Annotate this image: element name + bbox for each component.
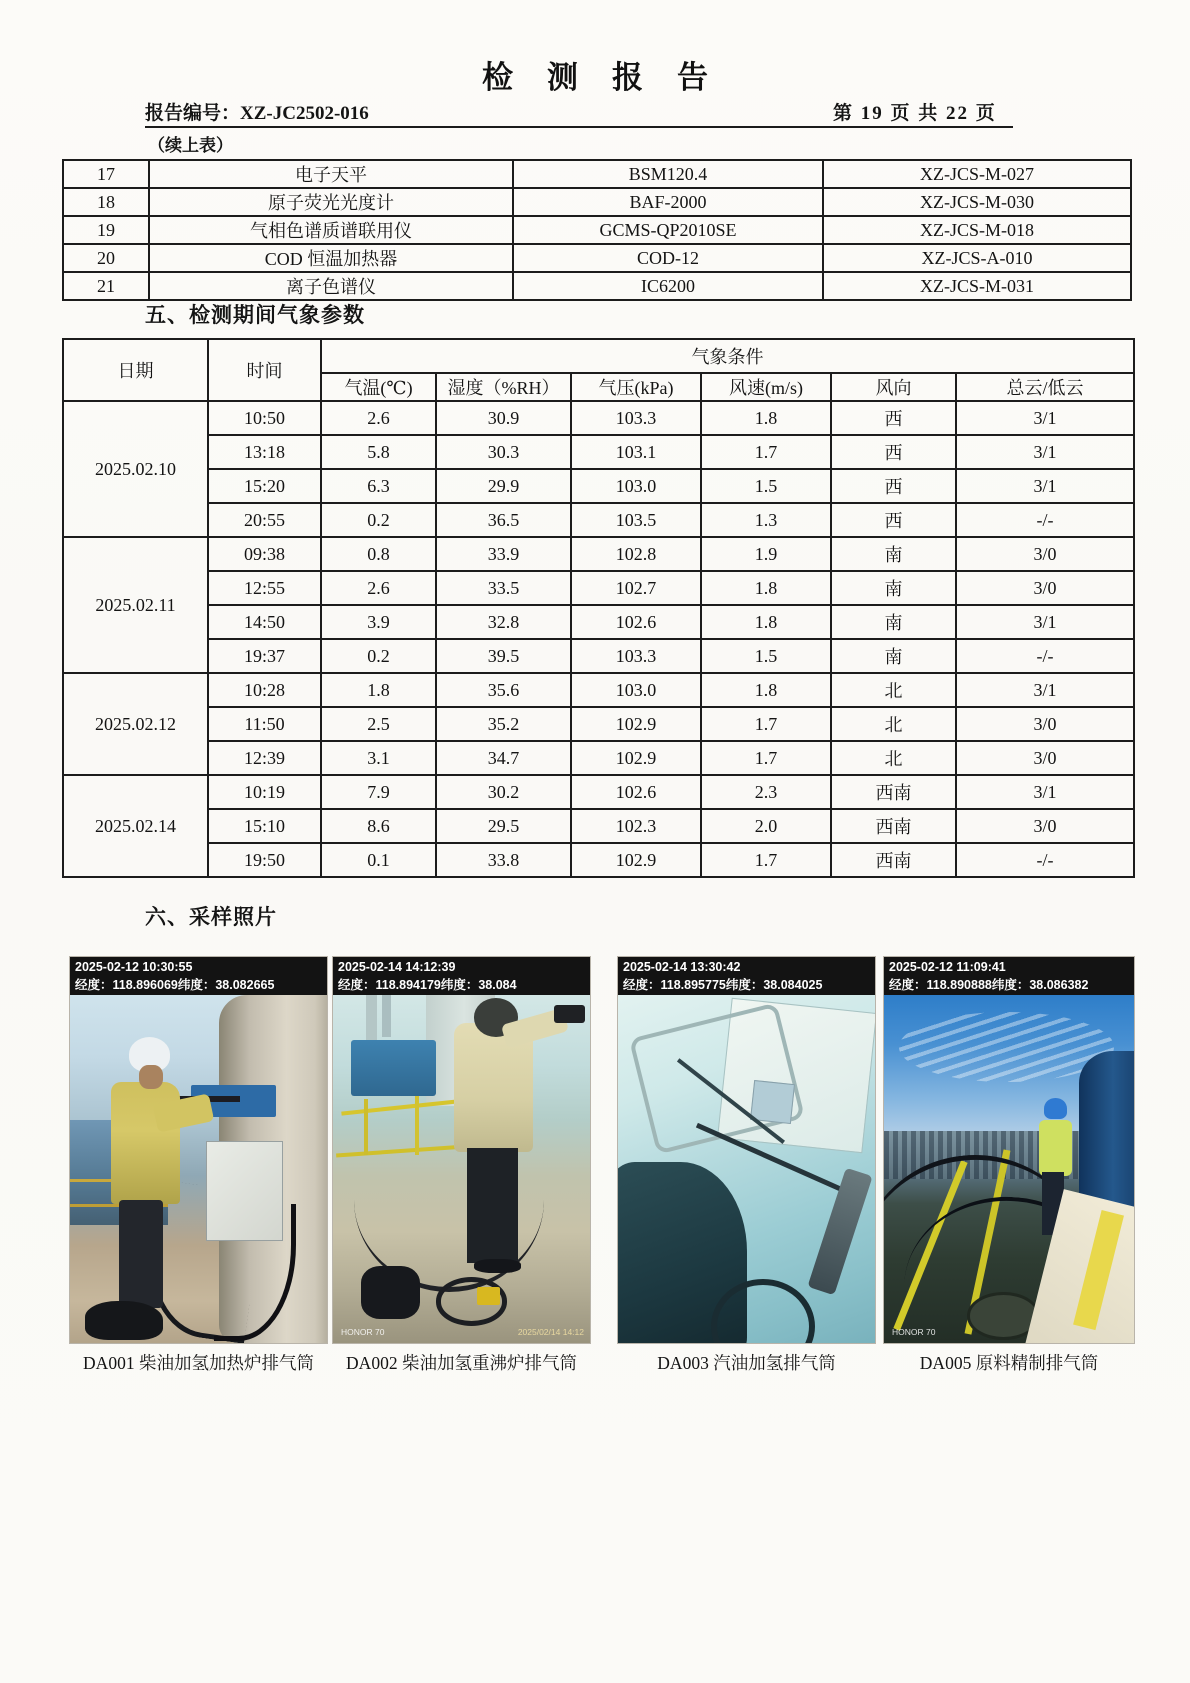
weather-cell: 11:50: [208, 707, 321, 741]
weather-cell: 南: [831, 605, 956, 639]
worker-jacket: [111, 1082, 180, 1204]
weather-cell: 20:55: [208, 503, 321, 537]
weather-row: [63, 435, 1134, 469]
worker-face: [139, 1065, 162, 1089]
weather-cell: 10:50: [208, 401, 321, 435]
report-number: 报告编号：XZ-JC2502-016: [145, 103, 369, 124]
equipment-cell: 离子色谱仪: [149, 272, 513, 300]
equipment-cell: XZ-JCS-M-018: [823, 216, 1131, 244]
weather-group-header: 气象条件: [321, 339, 1134, 373]
weather-cell: 0.8: [321, 537, 436, 571]
weather-cell: 29.5: [436, 809, 571, 843]
equipment-row: [63, 216, 1131, 244]
weather-cell: 1.7: [701, 843, 831, 877]
weather-cell: 09:38: [208, 537, 321, 571]
worker-pants: [467, 1148, 518, 1263]
sampling-probe: [808, 1168, 874, 1296]
equipment-bag: [361, 1266, 420, 1318]
weather-row: [63, 809, 1134, 843]
equipment-cell: 20: [63, 244, 149, 272]
weather-cell: 32.8: [436, 605, 571, 639]
weather-row: [63, 741, 1134, 775]
equipment-cell: BAF-2000: [513, 188, 823, 216]
weather-cell: 3.1: [321, 741, 436, 775]
weather-cell: -/-: [956, 503, 1134, 537]
equipment-cell: IC6200: [513, 272, 823, 300]
weather-cell: 103.0: [571, 673, 701, 707]
weather-cell: 39.5: [436, 639, 571, 673]
photo-meta-bar: [618, 957, 875, 997]
weather-cell: 北: [831, 741, 956, 775]
equipment-row: [63, 160, 1131, 188]
weather-cell: 30.3: [436, 435, 571, 469]
sample-photo-da005: [884, 957, 1134, 1343]
weather-cell: 15:20: [208, 469, 321, 503]
photo-timestamp: 2025-02-12 10:30:55: [75, 960, 193, 974]
sample-photo-da003: [618, 957, 875, 1343]
equipment-cell: XZ-JCS-A-010: [823, 244, 1131, 272]
weather-cell: 3/1: [956, 605, 1134, 639]
weather-cell: 10:28: [208, 673, 321, 707]
weather-cell: 0.2: [321, 503, 436, 537]
weather-cell: 南: [831, 639, 956, 673]
photo-scene-stack-sampling: [70, 995, 327, 1343]
weather-cell: 1.5: [701, 469, 831, 503]
sample-photo-da001: [70, 957, 327, 1343]
equipment-cell: XZ-JCS-M-031: [823, 272, 1131, 300]
weather-col-windspeed: 风速(m/s): [701, 373, 831, 401]
weather-date-cell: 2025.02.12: [63, 673, 208, 775]
weather-cell: 2.0: [701, 809, 831, 843]
photo-gps: 经度：118.890888纬度：38.086382: [889, 977, 1089, 992]
weather-col-humidity: 湿度（%RH）: [436, 373, 571, 401]
photo-timestamp: 2025-02-14 13:30:42: [623, 960, 741, 974]
weather-cell: 5.8: [321, 435, 436, 469]
weather-table-head: [63, 339, 1134, 401]
weather-cell: 西: [831, 401, 956, 435]
weather-cell: 6.3: [321, 469, 436, 503]
weather-cell: 西: [831, 503, 956, 537]
continued-note: （续上表）: [148, 136, 233, 155]
weather-cell: 1.8: [701, 605, 831, 639]
weather-cell: 12:39: [208, 741, 321, 775]
weather-cell: 102.6: [571, 605, 701, 639]
equipment-cell: GCMS-QP2010SE: [513, 216, 823, 244]
weather-cell: -/-: [956, 639, 1134, 673]
weather-cell: 3/1: [956, 401, 1134, 435]
weather-table-body: [63, 401, 1134, 877]
weather-cell: 19:50: [208, 843, 321, 877]
weather-cell: 西: [831, 469, 956, 503]
equipment-cell: 21: [63, 272, 149, 300]
equipment-cell: 气相色谱质谱联用仪: [149, 216, 513, 244]
equipment-row: [63, 188, 1131, 216]
weather-cell: 102.3: [571, 809, 701, 843]
weather-row: [63, 401, 1134, 435]
weather-row: [63, 571, 1134, 605]
weather-col-date: 日期: [63, 339, 208, 401]
equipment-cell: 17: [63, 160, 149, 188]
weather-cell: 3/1: [956, 469, 1134, 503]
weather-table: [62, 338, 1135, 878]
equipment-row: [63, 272, 1131, 300]
weather-cell: 36.5: [436, 503, 571, 537]
photo-scene-elevated-refinery: [884, 995, 1134, 1343]
weather-cell: 13:18: [208, 435, 321, 469]
chimney: [366, 995, 376, 1044]
weather-cell: 103.3: [571, 401, 701, 435]
weather-cell: 35.6: [436, 673, 571, 707]
weather-cell: 北: [831, 673, 956, 707]
weather-cell: 2.6: [321, 571, 436, 605]
weather-cell: 103.3: [571, 639, 701, 673]
weather-row: [63, 537, 1134, 571]
worker-vest: [1039, 1120, 1072, 1176]
weather-col-cloud: 总云/低云: [956, 373, 1134, 401]
weather-cell: 南: [831, 537, 956, 571]
weather-cell: 3/1: [956, 775, 1134, 809]
equipment-cell: XZ-JCS-M-027: [823, 160, 1131, 188]
weather-cell: 15:10: [208, 809, 321, 843]
weather-cell: 0.1: [321, 843, 436, 877]
weather-cell: 102.6: [571, 775, 701, 809]
equipment-table-body: [63, 160, 1131, 300]
weather-cell: 30.2: [436, 775, 571, 809]
photo-gps: 经度：118.895775纬度：38.084025: [623, 977, 823, 992]
weather-col-pressure: 气压(kPa): [571, 373, 701, 401]
photo-meta-bar: [70, 957, 327, 997]
weather-cell: 1.8: [701, 673, 831, 707]
yellow-fitting: [477, 1287, 500, 1304]
weather-cell: 西南: [831, 775, 956, 809]
weather-cell: 3/1: [956, 673, 1134, 707]
photo-gps: 经度：118.896069纬度：38.082665: [75, 977, 275, 992]
weather-cell: 3/0: [956, 741, 1134, 775]
weather-cell: 1.7: [701, 435, 831, 469]
railing-post: [364, 1099, 368, 1155]
weather-cell: 7.9: [321, 775, 436, 809]
weather-cell: 10:19: [208, 775, 321, 809]
weather-date-cell: 2025.02.10: [63, 401, 208, 537]
photo-caption: DA005 原料精制排气筒: [919, 1353, 1099, 1373]
safety-helmet: [1044, 1098, 1067, 1119]
equipment-bag: [85, 1301, 162, 1339]
photo-gps: 经度：118.894179纬度：38.084: [338, 977, 517, 992]
weather-cell: 33.5: [436, 571, 571, 605]
photo-date-stamp: 2025/02/14 14:12: [517, 1327, 584, 1337]
weather-cell: 西: [831, 435, 956, 469]
photo-timestamp: 2025-02-14 14:12:39: [338, 960, 456, 974]
equipment-cell: COD 恒温加热器: [149, 244, 513, 272]
weather-header-row1: [63, 339, 1134, 373]
page-title: 检测报告: [482, 60, 742, 95]
weather-cell: -/-: [956, 843, 1134, 877]
weather-cell: 35.2: [436, 707, 571, 741]
weather-cell: 2.6: [321, 401, 436, 435]
equipment-table: [62, 159, 1132, 301]
section6-title: 六、采样照片: [145, 905, 277, 929]
photo-scene-platform-worker: [333, 995, 590, 1343]
weather-row: [63, 843, 1134, 877]
weather-cell: 西南: [831, 843, 956, 877]
weather-cell: 14:50: [208, 605, 321, 639]
weather-cell: 1.9: [701, 537, 831, 571]
weather-cell: 33.8: [436, 843, 571, 877]
photo-timestamp: 2025-02-12 11:09:41: [889, 960, 1006, 974]
equipment-cell: BSM120.4: [513, 160, 823, 188]
chimney: [382, 995, 391, 1037]
weather-row: [63, 639, 1134, 673]
photo-scene-sampling-rig-closeup: [618, 995, 875, 1343]
equipment-cell: COD-12: [513, 244, 823, 272]
weather-date-cell: 2025.02.14: [63, 775, 208, 877]
weather-cell: 12:55: [208, 571, 321, 605]
equipment-cell: 19: [63, 216, 149, 244]
weather-row: [63, 605, 1134, 639]
weather-cell: 1.7: [701, 741, 831, 775]
weather-cell: 3/0: [956, 707, 1134, 741]
weather-cell: 1.7: [701, 707, 831, 741]
weather-cell: 102.8: [571, 537, 701, 571]
weather-cell: 1.8: [701, 571, 831, 605]
weather-cell: 102.7: [571, 571, 701, 605]
photo-caption: DA003 汽油加氢排气筒: [657, 1353, 836, 1373]
handheld-tool: [554, 1005, 585, 1022]
equipment-cell: 原子荧光光度计: [149, 188, 513, 216]
weather-cell: 2.5: [321, 707, 436, 741]
weather-row: [63, 673, 1134, 707]
weather-cell: 102.9: [571, 843, 701, 877]
blue-equipment-block: [351, 1040, 436, 1096]
weather-cell: 1.8: [701, 401, 831, 435]
weather-cell: 102.9: [571, 707, 701, 741]
page-number-info: 第 19 页 共 22 页: [833, 103, 997, 124]
header-divider: [145, 126, 1013, 128]
worker-shoes: [474, 1259, 520, 1273]
weather-cell: 3/0: [956, 537, 1134, 571]
photo-meta-bar: [333, 957, 590, 997]
weather-cell: 西南: [831, 809, 956, 843]
camera-watermark: HONOR 70: [341, 1327, 385, 1337]
weather-cell: 34.7: [436, 741, 571, 775]
weather-row: [63, 469, 1134, 503]
weather-cell: 1.5: [701, 639, 831, 673]
equipment-cell: 18: [63, 188, 149, 216]
weather-cell: 北: [831, 707, 956, 741]
weather-cell: 南: [831, 571, 956, 605]
weather-row: [63, 503, 1134, 537]
weather-cell: 103.0: [571, 469, 701, 503]
camera-watermark: HONOR 70: [892, 1327, 936, 1337]
weather-cell: 102.9: [571, 741, 701, 775]
weather-cell: 3/1: [956, 435, 1134, 469]
weather-cell: 30.9: [436, 401, 571, 435]
weather-cell: 3/0: [956, 809, 1134, 843]
equipment-cell: 电子天平: [149, 160, 513, 188]
weather-row: [63, 775, 1134, 809]
weather-cell: 33.9: [436, 537, 571, 571]
weather-cell: 0.2: [321, 639, 436, 673]
photo-caption: DA002 柴油加氢重沸炉排气筒: [346, 1353, 577, 1373]
railing-post: [415, 1096, 419, 1155]
section5-title: 五、检测期间气象参数: [145, 303, 365, 327]
photo-meta-bar: [884, 957, 1134, 997]
weather-cell: 103.1: [571, 435, 701, 469]
weather-date-cell: 2025.02.11: [63, 537, 208, 673]
weather-cell: 3/0: [956, 571, 1134, 605]
weather-col-winddir: 风向: [831, 373, 956, 401]
weather-cell: 29.9: [436, 469, 571, 503]
weather-cell: 103.5: [571, 503, 701, 537]
weather-cell: 8.6: [321, 809, 436, 843]
weather-col-temp: 气温(℃): [321, 373, 436, 401]
photo-caption: DA001 柴油加氢加热炉排气筒: [83, 1353, 314, 1373]
weather-cell: 3.9: [321, 605, 436, 639]
weather-cell: 1.8: [321, 673, 436, 707]
weather-cell: 1.3: [701, 503, 831, 537]
weather-cell: 19:37: [208, 639, 321, 673]
weather-row: [63, 707, 1134, 741]
weather-cell: 2.3: [701, 775, 831, 809]
equipment-cell: XZ-JCS-M-030: [823, 188, 1131, 216]
worker-pants: [119, 1200, 163, 1308]
sample-photo-da002: [333, 957, 590, 1343]
equipment-row: [63, 244, 1131, 272]
weather-col-time: 时间: [208, 339, 321, 401]
